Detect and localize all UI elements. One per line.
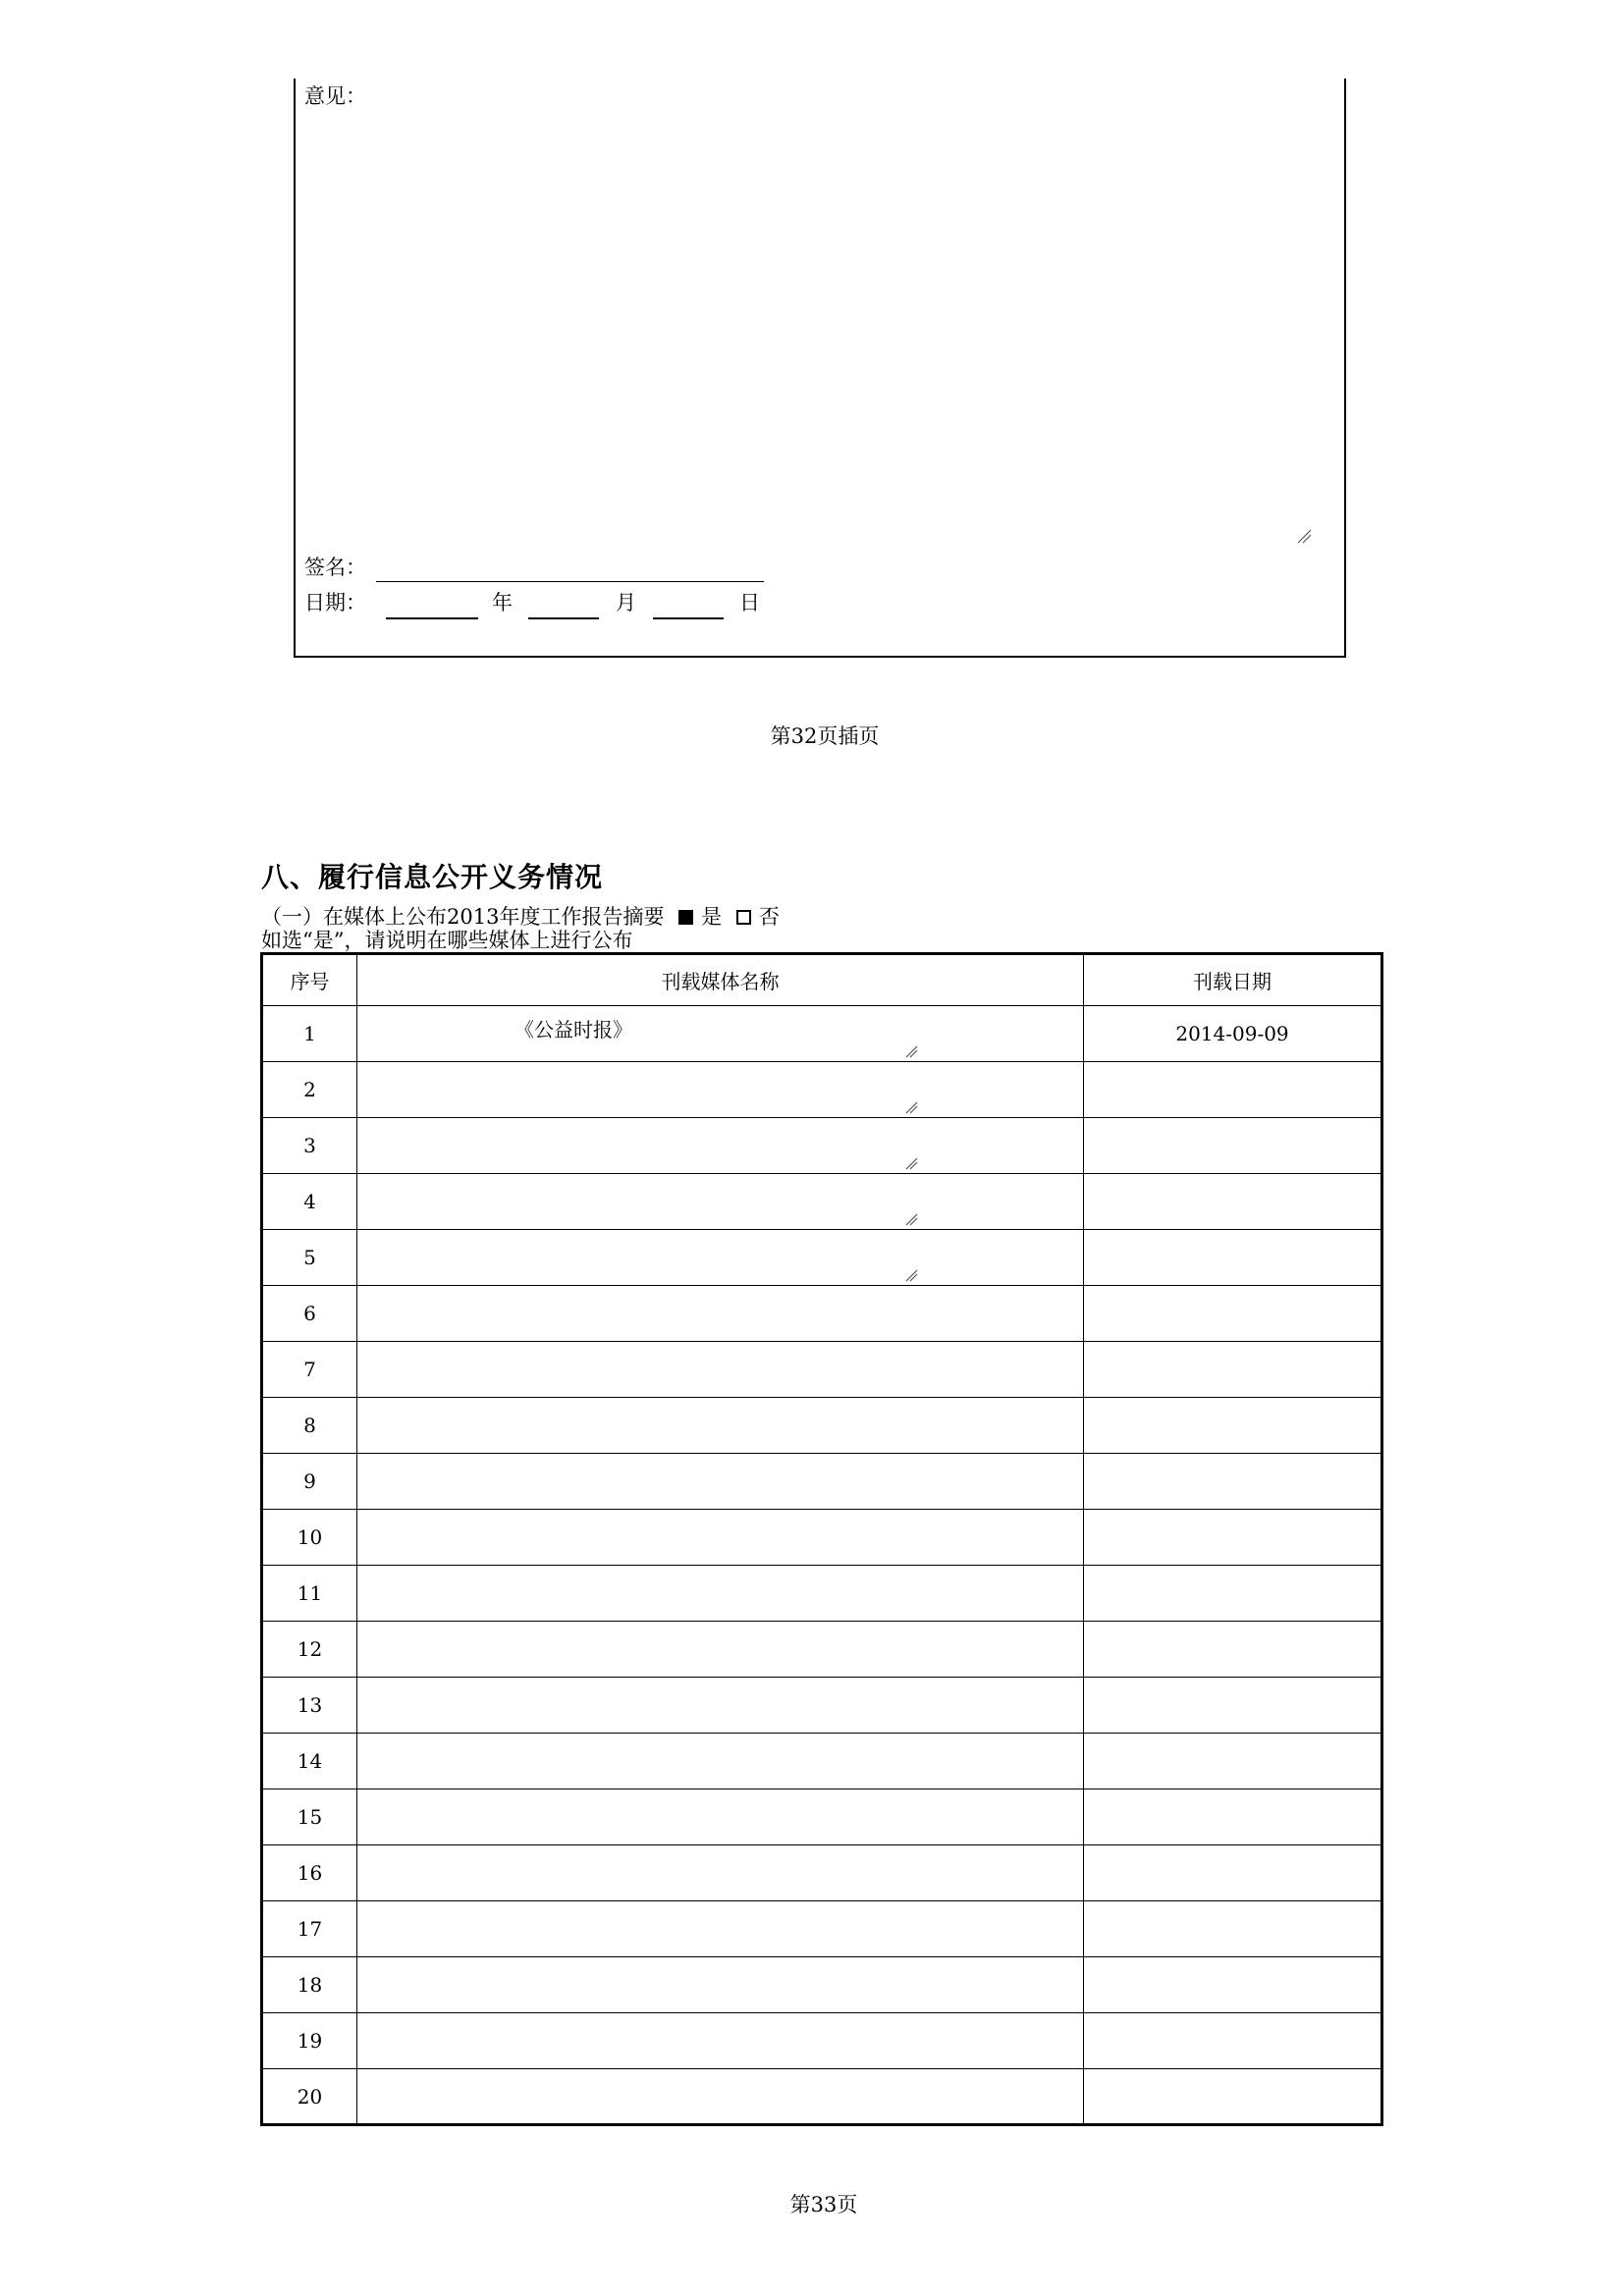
media-name-cell[interactable] [357, 1789, 1084, 1845]
row-number: 4 [262, 1174, 357, 1230]
media-date-cell[interactable] [1084, 1789, 1382, 1845]
resize-grip-icon[interactable] [904, 1044, 918, 1058]
page-footer: 第33页 [789, 2193, 858, 2216]
row-number: 19 [262, 2013, 357, 2069]
row-number: 2 [262, 1062, 357, 1118]
table-row [262, 1510, 1382, 1566]
row-number: 10 [262, 1510, 357, 1566]
media-date-cell[interactable]: 2014-09-09 [1084, 1006, 1382, 1062]
table-row [262, 1230, 1382, 1286]
media-name-cell[interactable] [357, 1901, 1084, 1957]
media-date-cell[interactable] [1084, 2013, 1382, 2069]
insert-page-note: 第32页插页 [770, 724, 880, 748]
table-row [262, 2013, 1382, 2069]
media-name-cell[interactable] [357, 1734, 1084, 1789]
row-number: 15 [262, 1789, 357, 1845]
year-field[interactable] [386, 617, 478, 619]
table-row [262, 1006, 1382, 1062]
table-row [262, 1901, 1382, 1957]
yes-checkbox[interactable] [678, 910, 693, 925]
row-number: 17 [262, 1901, 357, 1957]
media-name-cell[interactable] [357, 1845, 1084, 1901]
row-number: 7 [262, 1342, 357, 1398]
yes-label: 是 [701, 905, 723, 929]
table-header-row [262, 954, 1382, 1006]
opinion-label: 意见： [304, 84, 366, 108]
media-name-cell[interactable] [357, 1454, 1084, 1510]
media-date-cell[interactable] [1084, 1957, 1382, 2013]
resize-grip-icon[interactable] [904, 1156, 918, 1170]
row-number: 9 [262, 1454, 357, 1510]
row-number: 8 [262, 1398, 357, 1454]
media-date-cell[interactable] [1084, 2069, 1382, 2125]
row-number: 1 [262, 1006, 357, 1062]
table-row [262, 1957, 1382, 2013]
row-number: 11 [262, 1566, 357, 1622]
table-row [262, 2069, 1382, 2125]
table-row [262, 1286, 1382, 1342]
row-number: 5 [262, 1230, 357, 1286]
row-number: 6 [262, 1286, 357, 1342]
table-row [262, 1342, 1382, 1398]
media-name-cell[interactable] [357, 1678, 1084, 1734]
row-number: 20 [262, 2069, 357, 2125]
media-date-cell[interactable] [1084, 1062, 1382, 1118]
media-name-cell[interactable] [357, 1957, 1084, 2013]
table-row [262, 1454, 1382, 1510]
media-date-cell[interactable] [1084, 1845, 1382, 1901]
media-date-cell[interactable] [1084, 1230, 1382, 1286]
date-label: 日期： [304, 591, 366, 614]
table-row [262, 1845, 1382, 1901]
media-name-cell[interactable] [357, 1510, 1084, 1566]
media-name-cell[interactable] [357, 1006, 1084, 1062]
media-date-cell[interactable] [1084, 1622, 1382, 1678]
day-unit: 日 [739, 591, 760, 614]
section-heading: 八、履行信息公开义务情况 [261, 861, 604, 893]
table-row [262, 1734, 1382, 1789]
header-no: 序号 [262, 954, 357, 1006]
header-media-name: 刊载媒体名称 [357, 954, 1084, 1006]
table-row [262, 1678, 1382, 1734]
resize-grip-icon[interactable] [904, 1212, 918, 1226]
resize-grip-icon[interactable] [904, 1100, 918, 1114]
media-name-value: 《公益时报》 [514, 1018, 632, 1041]
media-name-cell[interactable] [357, 1398, 1084, 1454]
media-date-cell[interactable] [1084, 1901, 1382, 1957]
month-unit: 月 [616, 591, 636, 614]
opinion-textarea[interactable] [299, 108, 1321, 548]
row-number: 3 [262, 1118, 357, 1174]
media-name-cell[interactable] [357, 1566, 1084, 1622]
media-date-cell[interactable] [1084, 1174, 1382, 1230]
media-name-cell[interactable] [357, 1062, 1084, 1118]
no-checkbox[interactable] [736, 910, 751, 925]
media-table [260, 952, 1383, 2126]
signature-field[interactable] [376, 581, 764, 582]
media-date-cell[interactable] [1084, 1566, 1382, 1622]
month-field[interactable] [528, 617, 599, 619]
media-name-cell[interactable] [357, 1622, 1084, 1678]
media-date-cell[interactable] [1084, 1286, 1382, 1342]
media-date-cell[interactable] [1084, 1118, 1382, 1174]
row-number: 13 [262, 1678, 357, 1734]
table-row [262, 1566, 1382, 1622]
media-name-cell[interactable] [357, 1174, 1084, 1230]
resize-grip-icon[interactable] [1296, 528, 1312, 544]
row-number: 16 [262, 1845, 357, 1901]
table-row [262, 1118, 1382, 1174]
table-row [262, 1622, 1382, 1678]
no-label: 否 [758, 905, 780, 929]
media-date-cell[interactable] [1084, 1454, 1382, 1510]
row-number: 12 [262, 1622, 357, 1678]
question-text: （一）在媒体上公布2013年度工作报告摘要 [261, 905, 665, 929]
table-row [262, 1398, 1382, 1454]
instruction-text: 如选“是”，请说明在哪些媒体上进行公布 [261, 929, 633, 952]
signature-label: 签名： [304, 556, 366, 579]
media-date-cell[interactable] [1084, 1678, 1382, 1734]
resize-grip-icon[interactable] [904, 1268, 918, 1282]
media-name-cell[interactable] [357, 1230, 1084, 1286]
table-row [262, 1789, 1382, 1845]
table-row [262, 1062, 1382, 1118]
row-number: 14 [262, 1734, 357, 1789]
media-date-cell[interactable] [1084, 1510, 1382, 1566]
media-date-cell[interactable] [1084, 1342, 1382, 1398]
media-name-cell[interactable] [357, 2013, 1084, 2069]
header-date: 刊载日期 [1084, 954, 1382, 1006]
media-name-cell[interactable] [357, 1286, 1084, 1342]
media-name-cell[interactable] [357, 1342, 1084, 1398]
row-number: 18 [262, 1957, 357, 2013]
day-field[interactable] [653, 617, 724, 619]
media-date-cell[interactable] [1084, 1398, 1382, 1454]
table-row [262, 1174, 1382, 1230]
media-name-cell[interactable] [357, 1118, 1084, 1174]
media-name-cell[interactable] [357, 2069, 1084, 2125]
year-unit: 年 [492, 591, 513, 614]
media-date-cell[interactable] [1084, 1734, 1382, 1789]
